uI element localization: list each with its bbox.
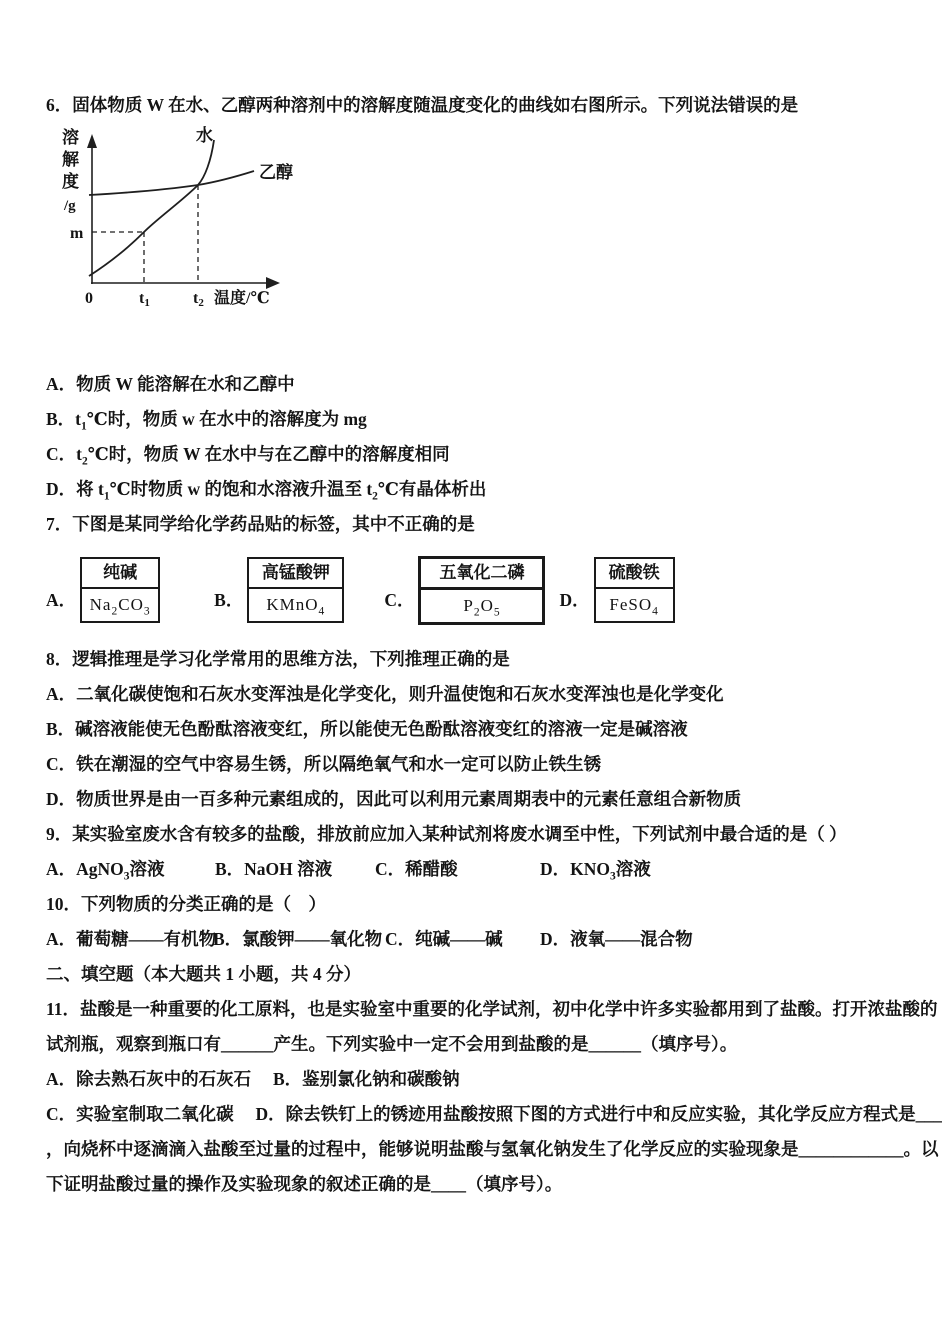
chem-label-box-a (80, 557, 160, 623)
chem-label-box-b (247, 557, 344, 623)
chem-label-box-c (418, 556, 545, 625)
q8-stem: 8．逻辑推理是学习化学常用的思维方法，下列推理正确的是 (46, 649, 510, 669)
q7-option-a-letter: A． (46, 589, 77, 610)
q6-option-d: D．将 $t_1℃$时物质 w 的饱和水溶液升温至 $t_2℃$有晶体析出 (46, 479, 487, 503)
q7-label-boxes-row (46, 556, 924, 624)
chem-formula-a: $Na_2CO_3$ (89, 595, 151, 618)
q8-option-b: B．碱溶液能使无色酚酞溶液变红，所以能使无色酚酞溶液变红的溶液一定是碱溶液 (46, 719, 688, 739)
x-axis-label: 温度/℃ (214, 290, 270, 307)
q9-option-c: C．稀醋酸 (375, 859, 458, 879)
ethanol-curve-label: 乙醇 (259, 163, 293, 182)
q10-option-a: A．葡萄糖——有机物 (46, 929, 217, 949)
q10-option-b: B．氯酸钾——氧化物 (213, 929, 383, 949)
section2-title: 二、填空题（本大题共 1 小题，共 4 分） (46, 964, 361, 984)
q10-option-d: D．液氧——混合物 (540, 929, 693, 949)
q10-option-c: C．纯碱——碱 (385, 929, 503, 949)
q7-option-a (46, 557, 160, 623)
chem-formula-b: KMnO$_4$ (266, 595, 326, 618)
q10-stem: 10．下列物质的分类正确的是（ ） (46, 894, 326, 914)
q7-option-c-letter: C． (384, 589, 415, 610)
m-label: m (70, 225, 84, 242)
q8-option-c: C．铁在潮湿的空气中容易生锈，所以隔绝氧气和水一定可以防止铁生锈 (46, 754, 602, 774)
q7-option-d-letter: D． (559, 589, 590, 610)
q6-stem: 6．固体物质 W 在水、乙醇两种溶剂中的溶解度随温度变化的曲线如右图所示。下列说法错误的是 (46, 95, 799, 115)
y-axis-label-char-2: 解 (62, 150, 79, 169)
q7-stem: 7．下图是某同学给化学药品贴的标签，其中不正确的是 (46, 514, 475, 534)
solubility-graph-figure (46, 123, 924, 367)
q10-options-row (46, 922, 924, 957)
q8-option-a: A．二氧化碳使饱和石灰水变浑浊是化学变化，则升温使饱和石灰水变浑浊也是化学变化 (46, 684, 724, 704)
q11-options-cd: C．实验室制取二氧化碳 D．除去铁钉上的锈迹用盐酸按照下图的方式进行中和反应实验，其化学反应方程式是___ (46, 1104, 942, 1124)
q9-options-row (46, 852, 924, 887)
y-axis-label-unit: /g (64, 198, 76, 214)
q6-option-a: A．物质 W 能溶解在水和乙醇中 (46, 374, 295, 394)
q7-option-c (384, 556, 545, 625)
x-axis-arrow-icon (266, 277, 280, 289)
water-curve-label: 水 (196, 126, 213, 145)
q6-option-b: B．$t_1℃$时，物质 w 在水中的溶解度为 mg (46, 409, 367, 433)
chem-label-box-d (594, 557, 675, 623)
q11-text-line-1: 11．盐酸是一种重要的化工原料，也是实验室中重要的化学试剂，初中化学中许多实验都用到了盐酸。打开浓盐酸的 (46, 999, 938, 1019)
chem-name-b: 高锰酸钾 (249, 559, 342, 589)
q8-option-d: D．物质世界是由一百多种元素组成的，因此可以利用元素周期表中的元素任意组合新物质 (46, 789, 742, 809)
t1-tick-label: t1 (139, 290, 150, 309)
water-curve (89, 140, 214, 276)
chem-name-c: 五氧化二磷 (421, 559, 542, 590)
y-axis-label-char-1: 溶 (62, 128, 79, 147)
origin-label: 0 (85, 290, 93, 307)
chem-name-a: 纯碱 (82, 559, 158, 589)
q9-option-d: D．$KNO_3$溶液 (540, 859, 651, 883)
q11-text-line-5: ，向烧杯中逐滴滴入盐酸至过量的过程中，能够说明盐酸与氢氧化钠发生了化学反应的实验现象是____________。以 (46, 1139, 939, 1159)
q9-option-b: B．NaOH 溶液 (215, 859, 333, 879)
q11-options-ab: A．除去熟石灰中的石灰石 B．鉴别氯化钠和碳酸钠 (46, 1069, 460, 1089)
q9-option-a: A．AgNO$_3$溶液 (46, 859, 165, 883)
q11-text-line-6: 下证明盐酸过量的操作及实验现象的叙述正确的是____（填序号）。 (46, 1174, 563, 1194)
t2-tick-label: t2 (193, 290, 204, 309)
y-axis-label-char-3: 度 (62, 172, 79, 191)
q9-stem: 9．某实验室废水含有较多的盐酸，排放前应加入某种试剂将废水调至中性，下列试剂中最合适的是（ ） (46, 824, 847, 844)
q7-option-d (559, 557, 674, 623)
q11-text-line-2: 试剂瓶，观察到瓶口有______产生。下列实验中一定不会用到盐酸的是______（填序号）。 (46, 1034, 738, 1054)
y-axis-arrow-icon (87, 134, 97, 148)
q6-option-c: C．$t_2℃$时，物质 W 在水中与在乙醇中的溶解度相同 (46, 444, 450, 468)
ethanol-curve (89, 171, 254, 195)
chem-formula-c: $P_2O_5$ (463, 595, 501, 618)
q7-option-b (214, 557, 344, 623)
chem-name-d: 硫酸铁 (596, 559, 673, 589)
q7-option-b-letter: B． (214, 589, 244, 610)
chem-formula-d: FeSO$_4$ (609, 595, 659, 618)
solubility-graph (54, 125, 316, 331)
